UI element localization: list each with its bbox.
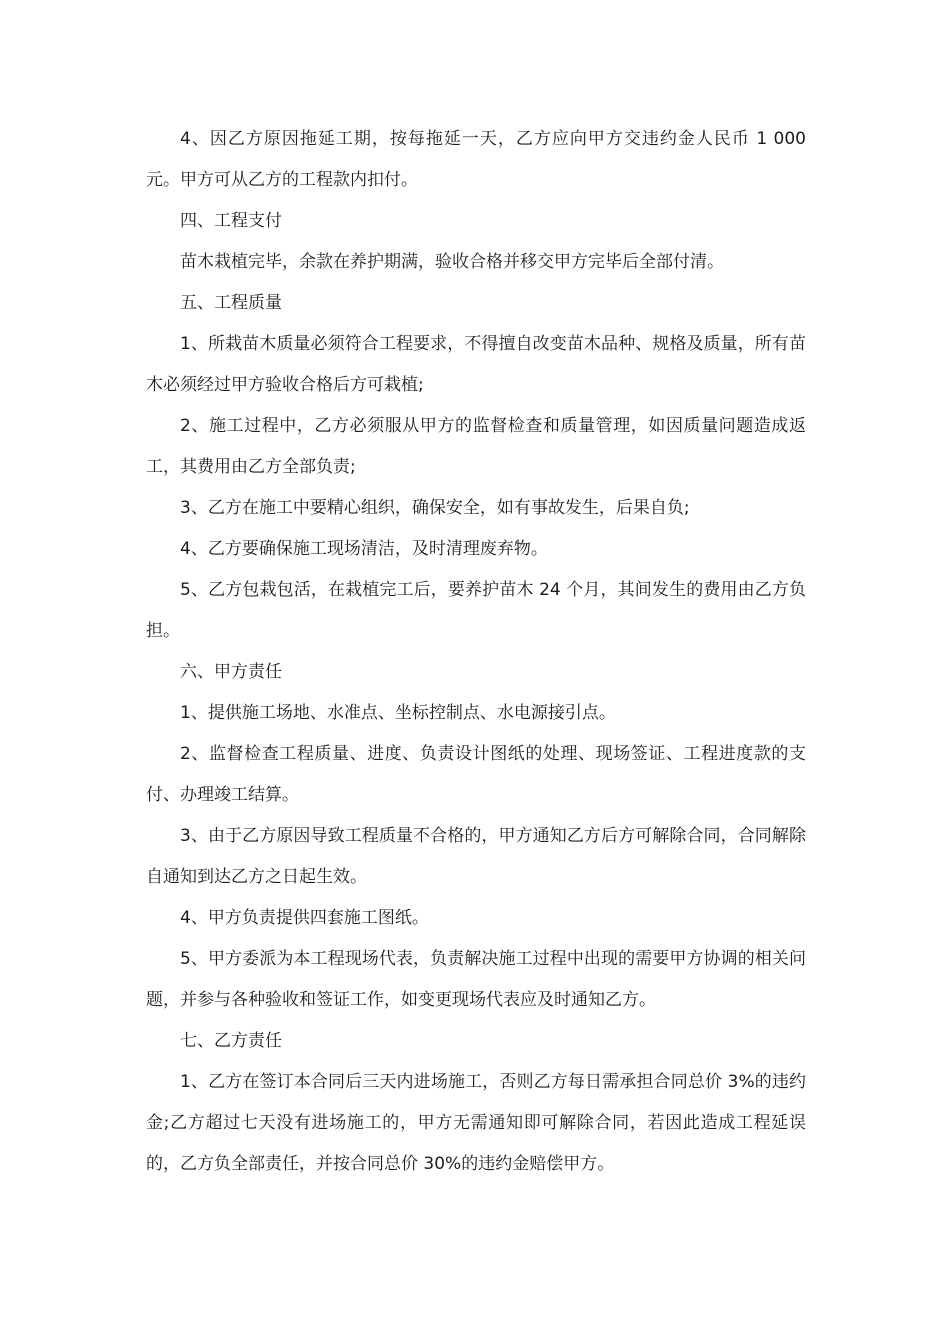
paragraph-party-a-1: 1、提供施工场地、水准点、坐标控制点、水电源接引点。 [180,703,616,723]
paragraph-quality-3: 3、乙方在施工中要精心组织，确保安全，如有事故发生，后果自负; [180,498,690,518]
paragraph-quality-4: 4、乙方要确保施工现场清洁，及时清理废弃物。 [180,539,548,559]
paragraph-quality-1: 1、所栽苗木质量必须符合工程要求，不得擅自改变苗木品种、规格及质量，所有苗木必须经过甲方验收合格后方可栽植; [146,334,806,395]
paragraph-party-a-3: 3、由于乙方原因导致工程质量不合格的，甲方通知乙方后方可解除合同，合同解除自通知到达乙方之日起生效。 [146,826,806,887]
paragraph-quality-5: 5、乙方包栽包活，在栽植完工后，要养护苗木 24 个月，其间发生的费用由乙方负担。 [146,580,806,641]
heading-payment: 四、工程支付 [180,211,282,231]
heading-party-b-duties: 七、乙方责任 [180,1031,282,1051]
paragraph-payment: 苗木栽植完毕，余款在养护期满，验收合格并移交甲方完毕后全部付清。 [180,252,724,272]
heading-party-a-duties: 六、甲方责任 [180,662,282,682]
document-body [146,119,806,1185]
paragraph-quality-2: 2、施工过程中，乙方必须服从甲方的监督检查和质量管理，如因质量问题造成返工，其费用由乙方全部负责; [146,416,806,477]
paragraph-party-a-5: 5、甲方委派为本工程现场代表，负责解决施工过程中出现的需要甲方协调的相关问题，并参与各种验收和签证工作，如变更现场代表应及时通知乙方。 [146,949,806,1010]
heading-quality: 五、工程质量 [180,293,282,313]
paragraph-delay-penalty: 4、因乙方原因拖延工期，按每拖延一天，乙方应向甲方交违约金人民币 1 000 元。甲方可从乙方的工程款内扣付。 [146,129,806,190]
paragraph-party-a-4: 4、甲方负责提供四套施工图纸。 [180,908,429,928]
paragraph-party-a-2: 2、监督检查工程质量、进度、负责设计图纸的处理、现场签证、工程进度款的支付、办理竣工结算。 [146,744,806,805]
paragraph-party-b-1: 1、乙方在签订本合同后三天内进场施工，否则乙方每日需承担合同总价 3%的违约金;乙方超过七天没有进场施工的，甲方无需通知即可解除合同，若因此造成工程延误的，乙方负全部责任，并按合同总价 30%的违约金赔偿甲方。 [146,1072,806,1174]
